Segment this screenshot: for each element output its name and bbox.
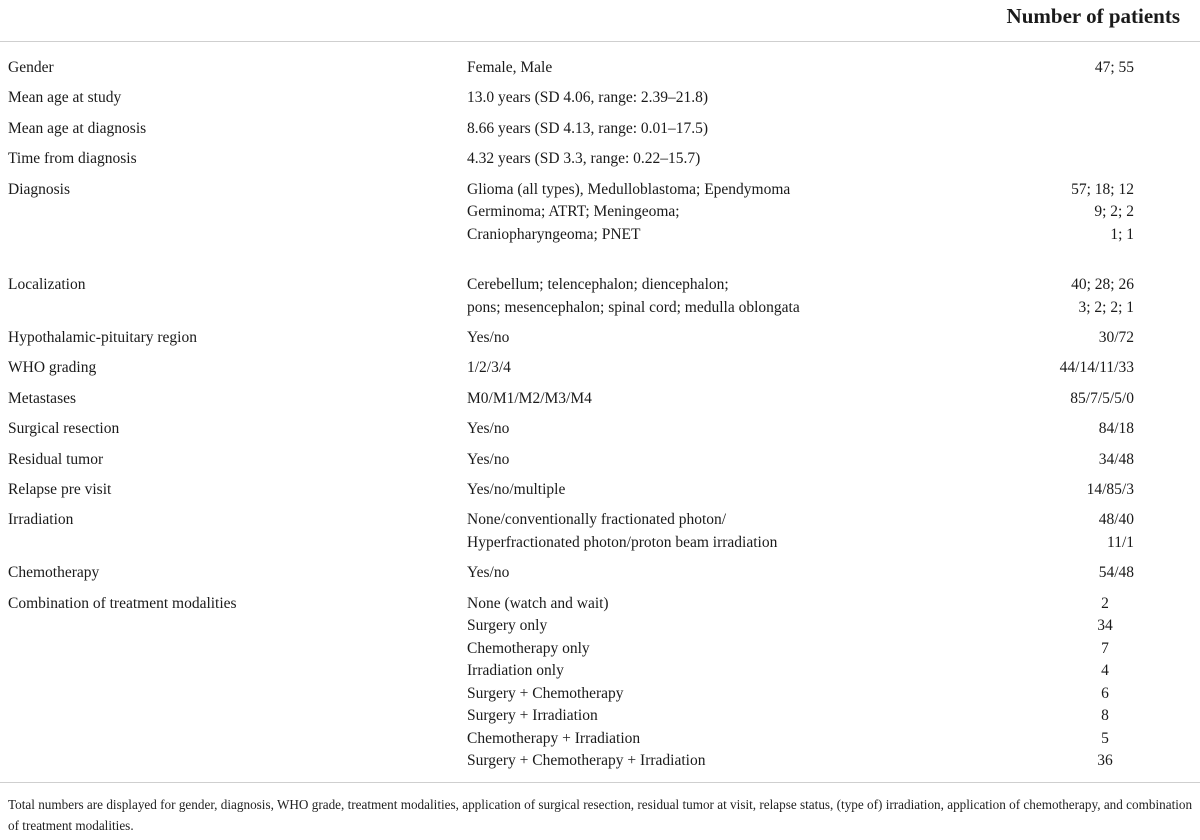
table-row — [0, 148, 1200, 171]
row-value: Chemotherapy only — [467, 639, 590, 657]
row-count: 34/48 — [1098, 450, 1134, 468]
table-row-line — [0, 418, 1200, 441]
table-footnote: Total numbers are displayed for gender, diagnosis, WHO grade, treatment modalities, application of surgical resection, residual tumor at visit, relapse status, (type of) irradiation, application of chemotherapy, and combination of treatment modalities. — [8, 797, 1193, 833]
row-label: Time from diagnosis — [8, 150, 137, 168]
row-value: M0/M1/M2/M3/M4 — [467, 389, 592, 407]
row-count: 85/7/5/5/0 — [1070, 389, 1134, 407]
table-row — [0, 118, 1200, 141]
row-count: 4 — [1101, 662, 1109, 680]
row-value: Yes/no — [467, 420, 510, 438]
table-row — [0, 593, 1200, 773]
row-count: 48/40 — [1098, 511, 1134, 529]
row-value: 1/2/3/4 — [467, 359, 511, 377]
row-label: Diagnosis — [8, 180, 70, 198]
row-count: 1; 1 — [1110, 225, 1134, 243]
row-value: None/conventionally fractionated photon/ — [467, 511, 727, 529]
row-count: 9; 2; 2 — [1094, 203, 1134, 221]
row-value: pons; mesencephalon; spinal cord; medulla oblongata — [467, 298, 800, 316]
table-row-line — [0, 615, 1200, 638]
row-label: Chemotherapy — [8, 564, 100, 582]
row-value: Surgery + Chemotherapy — [467, 684, 624, 702]
table-row-line — [0, 728, 1200, 751]
row-label: Surgical resection — [8, 420, 120, 438]
table-row — [0, 479, 1200, 502]
row-value: Chemotherapy + Irradiation — [467, 729, 641, 747]
row-value: Germinoma; ATRT; Meningeoma; — [467, 203, 680, 221]
table-row — [0, 57, 1200, 80]
row-label: Mean age at diagnosis — [8, 119, 147, 137]
table-row-line — [0, 357, 1200, 380]
table-row — [0, 418, 1200, 441]
row-value: Craniopharyngeoma; PNET — [467, 225, 641, 243]
bottom-rule — [0, 782, 1200, 783]
row-count: 54/48 — [1098, 564, 1134, 582]
table-row — [0, 509, 1200, 554]
table-row — [0, 562, 1200, 585]
table-row-line — [0, 660, 1200, 683]
table-row-line — [0, 562, 1200, 585]
row-value: 13.0 years (SD 4.06, range: 2.39–21.8) — [467, 89, 709, 107]
row-value: Yes/no — [467, 450, 510, 468]
row-label: Residual tumor — [8, 450, 104, 468]
row-value: Cerebellum; telencephalon; diencephalon; — [467, 276, 729, 294]
table-row-line — [0, 297, 1200, 320]
table-body — [0, 57, 1200, 773]
row-value: None (watch and wait) — [467, 594, 609, 612]
row-count: 47; 55 — [1094, 59, 1134, 76]
row-count: 8 — [1101, 707, 1109, 725]
row-count: 11/1 — [1107, 533, 1134, 551]
row-count: 7 — [1101, 639, 1109, 657]
row-count: 40; 28; 26 — [1071, 276, 1134, 294]
table-row-line — [0, 388, 1200, 411]
row-count: 36 — [1097, 752, 1113, 770]
row-count: 30/72 — [1098, 328, 1134, 346]
table-row — [0, 357, 1200, 380]
table-row-line — [0, 683, 1200, 706]
row-value: Yes/no/multiple — [467, 480, 566, 498]
row-count: 2 — [1101, 594, 1109, 612]
table-row-line — [0, 638, 1200, 661]
row-value: Surgery + Chemotherapy + Irradiation — [467, 752, 706, 770]
row-value: 4.32 years (SD 3.3, range: 0.22–15.7) — [467, 150, 701, 168]
table-row — [0, 449, 1200, 472]
table-row-line — [0, 57, 1200, 80]
table-row-line — [0, 532, 1200, 555]
top-rule — [0, 41, 1200, 42]
row-value: 8.66 years (SD 4.13, range: 0.01–17.5) — [467, 119, 709, 137]
table-row-line — [0, 327, 1200, 350]
table-row-line — [0, 593, 1200, 616]
row-value: Irradiation only — [467, 662, 564, 680]
table-row-line — [0, 479, 1200, 502]
row-value: Surgery + Irradiation — [467, 707, 598, 725]
row-count: 14/85/3 — [1086, 480, 1134, 498]
table-row — [0, 179, 1200, 247]
table-row — [0, 388, 1200, 411]
table-row-line — [0, 509, 1200, 532]
row-value: Hyperfractionated photon/proton beam irradiation — [467, 533, 778, 551]
row-count: 3; 2; 2; 1 — [1078, 298, 1134, 316]
table-row-line — [0, 449, 1200, 472]
table-row-line — [0, 705, 1200, 728]
row-count: 84/18 — [1098, 420, 1134, 438]
row-label: Gender — [8, 59, 54, 76]
table-row — [0, 87, 1200, 110]
row-label: Hypothalamic-pituitary region — [8, 328, 197, 346]
table-row-line — [0, 179, 1200, 202]
row-label: Irradiation — [8, 511, 74, 529]
table-row — [0, 274, 1200, 319]
row-label: WHO grading — [8, 359, 97, 377]
row-value: Yes/no — [467, 564, 510, 582]
table-row-line — [0, 118, 1200, 141]
row-label: Relapse pre visit — [8, 480, 112, 498]
row-count: 57; 18; 12 — [1071, 180, 1134, 198]
row-label: Localization — [8, 276, 86, 294]
row-count: 44/14/11/33 — [1059, 359, 1134, 377]
row-label: Combination of treatment modalities — [8, 594, 237, 612]
table-row-line — [0, 274, 1200, 297]
row-value: Surgery only — [467, 617, 548, 635]
row-count: 34 — [1097, 617, 1113, 635]
row-label: Metastases — [8, 389, 77, 407]
table-row-line — [0, 87, 1200, 110]
row-value: Female, Male — [467, 59, 553, 76]
table-row — [0, 327, 1200, 350]
table-row-line — [0, 201, 1200, 224]
table-row-line — [0, 750, 1200, 773]
row-value: Glioma (all types), Medulloblastoma; Ependymoma — [467, 180, 791, 198]
column-header-number-of-patients: Number of patients — [1006, 4, 1180, 28]
row-value: Yes/no — [467, 328, 510, 346]
row-count: 6 — [1101, 684, 1109, 702]
row-label: Mean age at study — [8, 89, 122, 107]
row-count: 5 — [1101, 729, 1109, 747]
table-row-line — [0, 224, 1200, 247]
table-row-line — [0, 148, 1200, 171]
